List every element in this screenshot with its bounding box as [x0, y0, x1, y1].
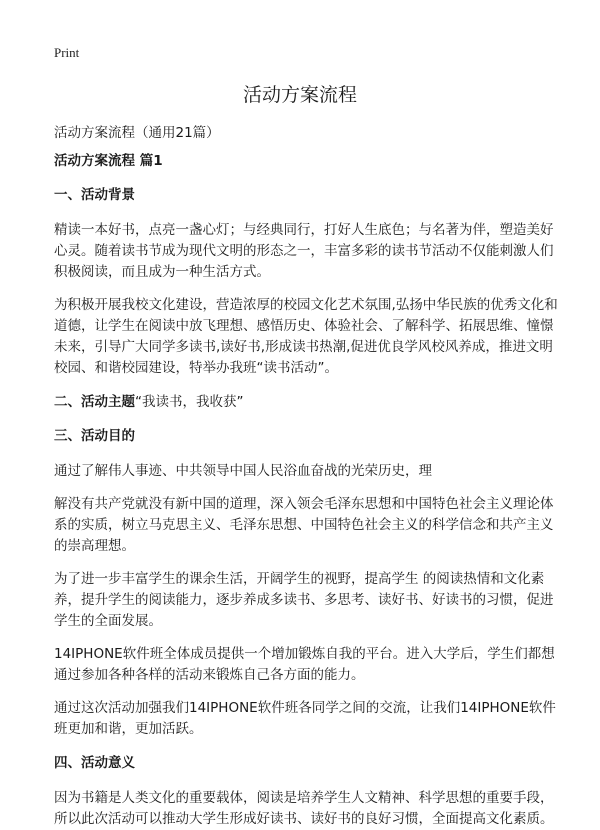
paragraph-purpose-5: 通过这次活动加强我们14IPHONE软件班各同学之间的交流，让我们14IPHONE软件班更加和谐，更加活跃。: [54, 700, 556, 737]
section-heading-significance: 四、活动意义: [54, 755, 135, 771]
section-heading-purpose: 三、活动目的: [54, 428, 135, 444]
section-heading-background: 一、活动背景: [54, 187, 135, 203]
paragraph-purpose-2: 解没有共产党就没有新中国的道理，深入领会毛泽东思想和中国特色社会主义理论体系的实质，树立马克思主义、毛泽东思想、中国特色社会主义的科学信念和共产主义的崇高理想。: [54, 496, 554, 554]
paragraph-background-1: 精读一本好书，点亮一盏心灯；与经典同行，打好人生底色；与名著为伴，塑造美好心灵。随着读书节成为现代文明的形态之一，丰富多彩的读书节活动不仅能刺激人们积极阅读，而且成为一种生活方式。: [54, 222, 554, 280]
theme-text: “我读书，我收获”: [135, 394, 244, 410]
page-title: 活动方案流程: [242, 84, 357, 106]
paragraph-significance-1: 因为书籍是人类文化的重要载体，阅读是培养学生人文精神、科学思想的重要手段，所以此次活动可以推动大学生形成好读书、读好书的良好习惯，全面提高文化素质。: [54, 790, 554, 827]
theme-heading-label: 二、活动主题: [54, 394, 135, 410]
article-heading: 活动方案流程 篇1: [54, 153, 163, 169]
article-body: [54, 150, 560, 830]
document-subtitle: 活动方案流程（通用21篇）: [54, 125, 220, 141]
paragraph-purpose-1: 通过了解伟人事迹、中共领导中国人民浴血奋战的光荣历史，理: [54, 463, 432, 479]
print-link[interactable]: Print: [54, 45, 80, 60]
paragraph-background-2: 为积极开展我校文化建设，营造浓厚的校园文化艺术氛围,弘扬中华民族的优秀文化和道德，让学生在阅读中放飞理想、感悟历史、体验社会、了解科学、拓展思维、憧憬未来，引导广大同学多读书,读好书,形成读书热潮,促进优良学风校风养成，推进文明校园、和谐校园建设，特举办我班“读书活动”。: [54, 297, 558, 376]
section-heading-theme: [54, 391, 560, 413]
paragraph-purpose-3: 为了进一步丰富学生的课余生活，开阔学生的视野，提高学生 的阅读热情和文化素养，提升学生的阅读能力，逐步养成多读书、多思考、读好书、好读书的习惯，促进学生的全面发展。: [54, 571, 554, 629]
paragraph-purpose-4: 14IPHONE软件班全体成员提供一个增加锻炼自我的平台。进入大学后，学生们都想通过参加各种各样的活动来锻炼自己各方面的能力。: [54, 646, 555, 683]
